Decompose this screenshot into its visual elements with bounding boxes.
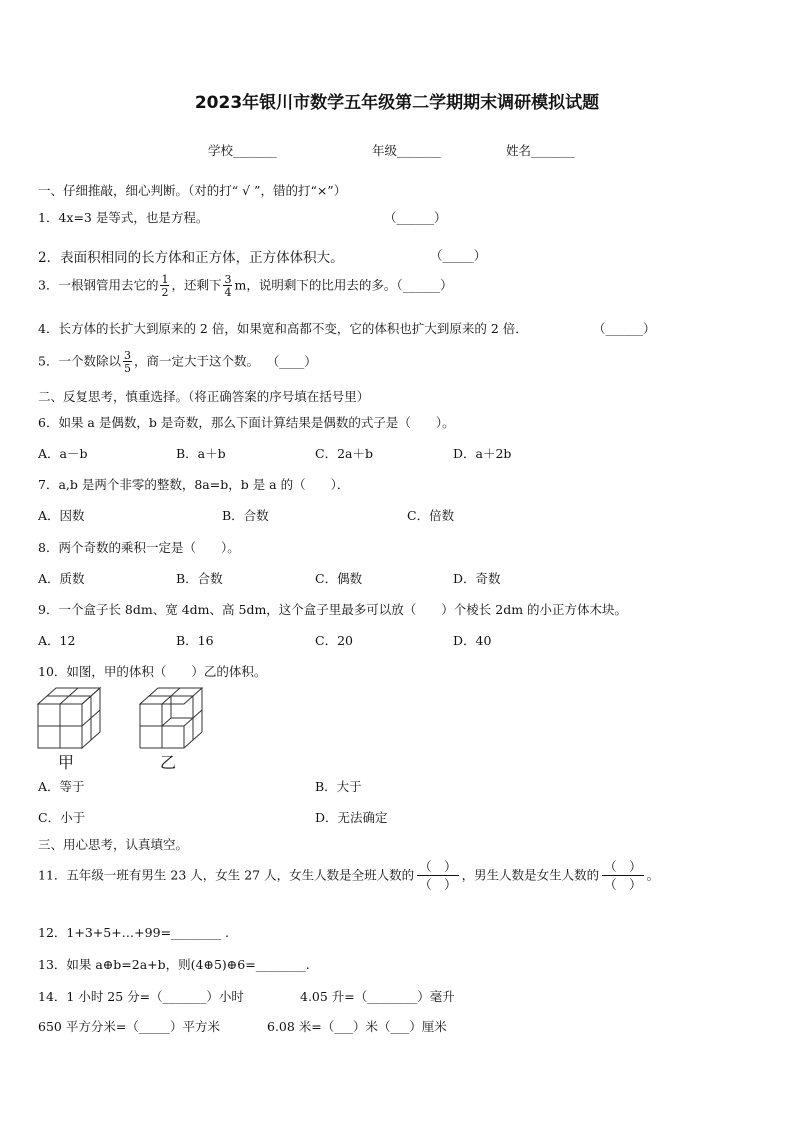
section-3-heading: 三、用心思考，认真填空。	[38, 837, 189, 852]
q8-option-b: B．合数	[176, 571, 223, 586]
q6-option-a: A．a－b	[38, 446, 88, 461]
figure-yi-cube	[138, 686, 208, 752]
fraction-denominator: 2	[161, 286, 169, 299]
q9-option-a: A．12	[38, 633, 76, 648]
question-3-part-c: m，说明剩下的比用去的多。（______）	[234, 277, 453, 293]
question-1: 1．4x=3 是等式，也是方程。	[38, 210, 209, 225]
name-field: 姓名_______	[506, 143, 575, 158]
q10-option-d: D．无法确定	[315, 810, 388, 825]
q7-option-b: B．合数	[222, 508, 269, 523]
question-3	[38, 274, 453, 298]
school-field: 学校_______	[208, 143, 277, 158]
fraction-blank-2	[602, 860, 644, 892]
question-11-part-b: ，男生人数是女生人数的	[461, 867, 600, 883]
fraction-numerator: 3	[224, 273, 232, 286]
q7-option-c: C．倍数	[407, 508, 455, 523]
question-3-part-a: 3．一根钢管用去它的	[38, 277, 159, 293]
question-5-blank: （____）	[272, 353, 317, 369]
question-5-part-b: ，商一定大于这个数。	[133, 353, 259, 369]
fraction-one-half	[160, 274, 169, 298]
question-14-row-2-b: 6.08 米=（___）米（___）厘米	[267, 1019, 447, 1034]
q7-option-a: A．因数	[38, 508, 85, 523]
fraction-blank-numerator: （ ）	[604, 859, 642, 874]
fraction-three-quarters	[223, 274, 232, 298]
question-1-blank: （______）	[384, 210, 447, 225]
fraction-numerator: 3	[123, 349, 131, 362]
q10-option-a: A．等于	[38, 779, 85, 794]
question-8: 8．两个奇数的乘积一定是（ ）。	[38, 540, 240, 555]
q8-option-a: A．质数	[38, 571, 85, 586]
question-5-part-a: 5．一个数除以	[38, 353, 121, 369]
figure-yi-label: 乙	[160, 753, 177, 772]
question-2: 2．表面积相同的长方体和正方体，正方体体积大。	[38, 250, 344, 266]
q9-option-c: C．20	[315, 633, 353, 648]
section-2-heading: 二、反复思考，慎重选择。（将正确答案的序号填在括号里）	[38, 389, 370, 404]
question-4: 4．长方体的长扩大到原来的 2 倍，如果宽和高都不变，它的体积也扩大到原来的 2 倍．	[38, 321, 528, 336]
question-4-blank: （______）	[593, 321, 656, 336]
question-6: 6．如果 a 是偶数，b 是奇数，那么下面计算结果是偶数的式子是（ ）。	[38, 415, 455, 430]
q9-option-d: D．40	[453, 633, 492, 648]
question-14-row-2-a: 650 平方分米=（_____）平方米	[38, 1019, 221, 1034]
fraction-three-fifths	[123, 350, 132, 374]
question-11-part-c: 。	[646, 867, 660, 883]
q6-option-c: C．2a＋b	[315, 446, 373, 461]
q10-option-c: C．小于	[38, 810, 86, 825]
grade-field: 年级_______	[372, 143, 441, 158]
fraction-blank-denominator: （ ）	[604, 876, 642, 892]
fraction-blank-numerator: （ ）	[419, 859, 457, 874]
figure-jia-label: 甲	[58, 753, 75, 772]
q8-option-c: C．偶数	[315, 571, 363, 586]
figure-jia-cube	[36, 686, 106, 752]
question-14-row-1-a: 14．1 小时 25 分=（_______）小时	[38, 989, 244, 1004]
question-14-row-1-b: 4.05 升=（________）毫升	[300, 989, 455, 1004]
q6-option-d: D．a＋2b	[453, 446, 512, 461]
question-11	[38, 860, 659, 892]
question-2-blank: （_____）	[430, 248, 487, 263]
question-11-part-a: 11．五年级一班有男生 23 人，女生 27 人，女生人数是全班人数的	[38, 867, 415, 883]
fraction-blank-1	[417, 860, 459, 892]
fraction-denominator: 5	[123, 362, 131, 375]
fraction-denominator: 4	[224, 286, 232, 299]
fraction-blank-denominator: （ ）	[419, 876, 457, 892]
page-title: 2023年银川市数学五年级第二学期期末调研模拟试题	[194, 93, 600, 113]
q10-option-b: B．大于	[315, 779, 362, 794]
question-3-part-b: ，还剩下	[171, 277, 222, 293]
question-13: 13．如果 a⊕b=2a+b，则(4⊕5)⊕6=________.	[38, 957, 310, 972]
q6-option-b: B．a＋b	[176, 446, 226, 461]
question-7: 7．a,b 是两个非零的整数，8a=b，b 是 a 的（ ）．	[38, 477, 350, 492]
section-1-heading: 一、仔细推敲，细心判断。（对的打“ √ ”，错的打“×”）	[38, 183, 347, 198]
q9-option-b: B．16	[176, 633, 214, 648]
question-9: 9．一个盒子长 8dm、宽 4dm、高 5dm，这个盒子里最多可以放（ ）个棱长 2dm 的小正方体木块。	[38, 602, 628, 617]
question-12: 12．1+3+5+…+99=________ .	[38, 925, 229, 940]
question-10: 10．如图，甲的体积（ ）乙的体积。	[38, 664, 267, 679]
fraction-numerator: 1	[161, 273, 169, 286]
q8-option-d: D．奇数	[453, 571, 501, 586]
question-5	[38, 350, 317, 374]
